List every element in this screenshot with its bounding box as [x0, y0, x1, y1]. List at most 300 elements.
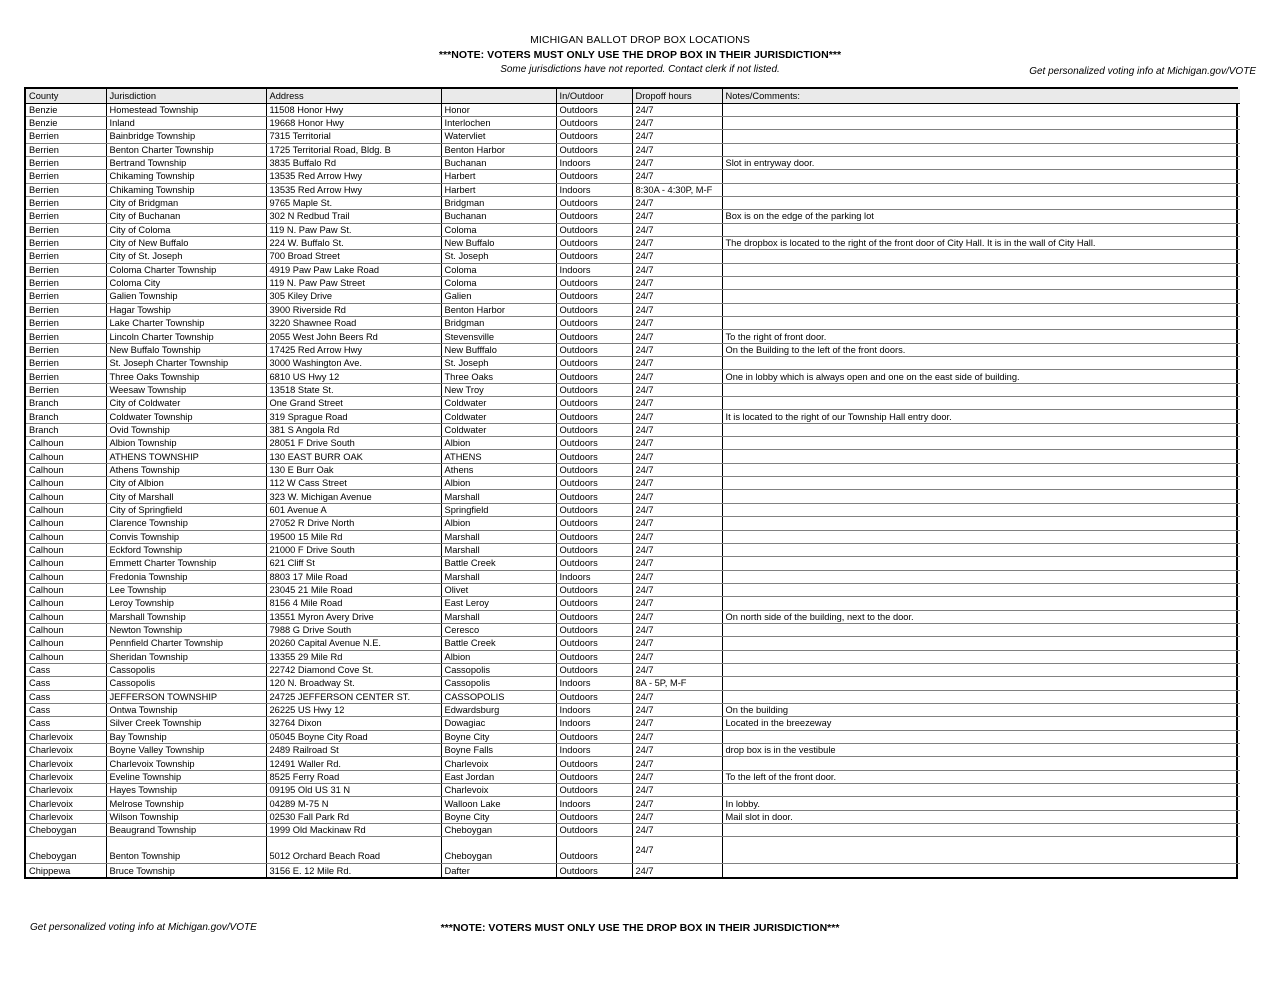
cell-notes	[722, 690, 1240, 703]
cell-jurisdiction: Bainbridge Township	[106, 130, 266, 143]
cell-notes: Located in the breezeway	[722, 717, 1240, 730]
table-row	[26, 330, 1240, 343]
cell-city: Charlevoix	[441, 784, 556, 797]
cell-city: St. Joseph	[441, 357, 556, 370]
cell-address: 2055 West John Beers Rd	[266, 330, 441, 343]
cell-city: Coloma	[441, 263, 556, 276]
cell-city: Boyne City	[441, 730, 556, 743]
cell-notes: On the building	[722, 703, 1240, 716]
table-row	[26, 703, 1240, 716]
cell-jurisdiction: Cassopolis	[106, 677, 266, 690]
cell-city: Bridgman	[441, 196, 556, 209]
cell-notes	[722, 103, 1240, 116]
table-row	[26, 490, 1240, 503]
cell-dropoff-hours: 24/7	[632, 263, 722, 276]
cell-dropoff-hours: 24/7	[632, 463, 722, 476]
cell-dropoff-hours: 24/7	[632, 543, 722, 556]
table-row	[26, 570, 1240, 583]
cell-in-outdoor: Outdoors	[556, 196, 632, 209]
cell-jurisdiction: Bruce Township	[106, 864, 266, 877]
cell-address: 7988 G Drive South	[266, 623, 441, 636]
cell-notes	[722, 490, 1240, 503]
cell-county: Calhoun	[26, 637, 106, 650]
cell-dropoff-hours: 24/7	[632, 236, 722, 249]
cell-county: Cass	[26, 677, 106, 690]
cell-in-outdoor: Outdoors	[556, 637, 632, 650]
cell-address: 1999 Old Mackinaw Rd	[266, 824, 441, 837]
cell-notes: Slot in entryway door.	[722, 156, 1240, 169]
cell-address: 12491 Waller Rd.	[266, 757, 441, 770]
cell-notes	[722, 530, 1240, 543]
cell-city: Boyne City	[441, 810, 556, 823]
table-row	[26, 797, 1240, 810]
cell-city: Albion	[441, 650, 556, 663]
cell-county: Calhoun	[26, 503, 106, 516]
table-row	[26, 583, 1240, 596]
cell-address: 130 E Burr Oak	[266, 463, 441, 476]
cell-city: Marshall	[441, 570, 556, 583]
cell-notes	[722, 597, 1240, 610]
column-header-in-outdoor: In/Outdoor	[556, 89, 632, 103]
cell-notes	[722, 383, 1240, 396]
cell-dropoff-hours: 24/7	[632, 810, 722, 823]
table-row	[26, 290, 1240, 303]
cell-address: 120 N. Broadway St.	[266, 677, 441, 690]
cell-dropoff-hours: 24/7	[632, 623, 722, 636]
cell-county: Berrien	[26, 383, 106, 396]
cell-notes	[722, 864, 1240, 877]
cell-address: 32764 Dixon	[266, 717, 441, 730]
cell-city: St. Joseph	[441, 250, 556, 263]
cell-dropoff-hours: 24/7	[632, 143, 722, 156]
cell-dropoff-hours: 24/7	[632, 744, 722, 757]
cell-jurisdiction: Lake Charter Township	[106, 317, 266, 330]
table-row	[26, 637, 1240, 650]
cell-city: CASSOPOLIS	[441, 690, 556, 703]
cell-county: Calhoun	[26, 450, 106, 463]
cell-jurisdiction: City of Bridgman	[106, 196, 266, 209]
cell-county: Charlevoix	[26, 730, 106, 743]
document-subtitle: Some jurisdictions have not reported. Contact clerk if not listed.	[500, 64, 780, 75]
cell-notes	[722, 423, 1240, 436]
cell-jurisdiction: Silver Creek Township	[106, 717, 266, 730]
cell-address: 112 W Cass Street	[266, 477, 441, 490]
cell-notes	[722, 730, 1240, 743]
cell-city: Three Oaks	[441, 370, 556, 383]
cell-jurisdiction: City of St. Joseph	[106, 250, 266, 263]
cell-in-outdoor: Outdoors	[556, 250, 632, 263]
cell-notes	[722, 276, 1240, 289]
cell-jurisdiction: Chikaming Township	[106, 170, 266, 183]
cell-dropoff-hours: 24/7	[632, 317, 722, 330]
cell-city: Albion	[441, 477, 556, 490]
cell-notes	[722, 196, 1240, 209]
cell-in-outdoor: Outdoors	[556, 210, 632, 223]
cell-address: 1725 Territorial Road, Bldg. B	[266, 143, 441, 156]
table-row	[26, 410, 1240, 423]
cell-city: Benton Harbor	[441, 303, 556, 316]
cell-dropoff-hours: 24/7	[632, 250, 722, 263]
cell-dropoff-hours: 24/7	[632, 650, 722, 663]
table-row	[26, 757, 1240, 770]
cell-notes: In lobby.	[722, 797, 1240, 810]
cell-jurisdiction: Ontwa Township	[106, 703, 266, 716]
cell-dropoff-hours: 24/7	[632, 610, 722, 623]
cell-notes	[722, 650, 1240, 663]
table-row	[26, 317, 1240, 330]
cell-dropoff-hours: 24/7	[632, 824, 722, 837]
cell-county: Calhoun	[26, 557, 106, 570]
cell-in-outdoor: Outdoors	[556, 597, 632, 610]
table-header	[26, 89, 1240, 103]
table-row	[26, 824, 1240, 837]
table-row	[26, 864, 1240, 877]
cell-address: 9765 Maple St.	[266, 196, 441, 209]
cell-notes	[722, 290, 1240, 303]
cell-notes	[722, 477, 1240, 490]
table-row	[26, 730, 1240, 743]
cell-jurisdiction: Three Oaks Township	[106, 370, 266, 383]
cell-in-outdoor: Outdoors	[556, 543, 632, 556]
cell-city: East Jordan	[441, 770, 556, 783]
cell-dropoff-hours: 24/7	[632, 637, 722, 650]
cell-notes: The dropbox is located to the right of the front door of City Hall. It is in the wall of City Hall.	[722, 236, 1240, 249]
cell-in-outdoor: Outdoors	[556, 490, 632, 503]
cell-in-outdoor: Indoors	[556, 156, 632, 169]
cell-county: Benzie	[26, 116, 106, 129]
cell-city: Springfield	[441, 503, 556, 516]
cell-city: Marshall	[441, 490, 556, 503]
column-header-address: Address	[266, 89, 441, 103]
cell-address: 24725 JEFFERSON CENTER ST.	[266, 690, 441, 703]
cell-notes	[722, 143, 1240, 156]
cell-dropoff-hours: 24/7	[632, 864, 722, 877]
cell-in-outdoor: Outdoors	[556, 450, 632, 463]
table-row	[26, 170, 1240, 183]
cell-dropoff-hours: 24/7	[632, 276, 722, 289]
cell-address: 02530 Fall Park Rd	[266, 810, 441, 823]
cell-county: Chippewa	[26, 864, 106, 877]
cell-in-outdoor: Outdoors	[556, 810, 632, 823]
table-row	[26, 623, 1240, 636]
cell-dropoff-hours: 24/7	[632, 370, 722, 383]
cell-in-outdoor: Indoors	[556, 570, 632, 583]
table-row	[26, 717, 1240, 730]
cell-city: Edwardsburg	[441, 703, 556, 716]
table-row	[26, 103, 1240, 116]
cell-notes	[722, 784, 1240, 797]
cell-address: 3000 Washington Ave.	[266, 357, 441, 370]
cell-dropoff-hours: 24/7	[632, 196, 722, 209]
table-row	[26, 450, 1240, 463]
cell-jurisdiction: Chikaming Township	[106, 183, 266, 196]
cell-county: Berrien	[26, 357, 106, 370]
cell-address: 19500 15 Mile Rd	[266, 530, 441, 543]
cell-address: 22742 Diamond Cove St.	[266, 663, 441, 676]
header-personalized-voting-info: Get personalized voting info at Michigan.gov/VOTE	[1029, 66, 1256, 77]
table-row	[26, 784, 1240, 797]
table-body	[26, 103, 1240, 877]
cell-county: Berrien	[26, 143, 106, 156]
cell-jurisdiction: Clarence Township	[106, 517, 266, 530]
cell-in-outdoor: Outdoors	[556, 824, 632, 837]
cell-in-outdoor: Outdoors	[556, 130, 632, 143]
cell-city: Boyne Falls	[441, 744, 556, 757]
cell-in-outdoor: Outdoors	[556, 650, 632, 663]
cell-city: Marshall	[441, 543, 556, 556]
cell-in-outdoor: Outdoors	[556, 410, 632, 423]
cell-address: 26225 US Hwy 12	[266, 703, 441, 716]
cell-county: Charlevoix	[26, 757, 106, 770]
table-row	[26, 303, 1240, 316]
cell-address: 700 Broad Street	[266, 250, 441, 263]
cell-in-outdoor: Outdoors	[556, 864, 632, 877]
cell-notes	[722, 517, 1240, 530]
cell-jurisdiction: New Buffalo Township	[106, 343, 266, 356]
cell-county: Calhoun	[26, 437, 106, 450]
table-row	[26, 210, 1240, 223]
cell-city: Cheboygan	[441, 837, 556, 864]
cell-in-outdoor: Outdoors	[556, 583, 632, 596]
table-row	[26, 397, 1240, 410]
table-row	[26, 236, 1240, 249]
cell-city: Walloon Lake	[441, 797, 556, 810]
cell-in-outdoor: Outdoors	[556, 236, 632, 249]
cell-jurisdiction: Fredonia Township	[106, 570, 266, 583]
footer-personalized-voting-info: Get personalized voting info at Michigan.gov/VOTE	[30, 922, 257, 933]
column-header-jurisdiction: Jurisdiction	[106, 89, 266, 103]
cell-address: 4919 Paw Paw Lake Road	[266, 263, 441, 276]
cell-in-outdoor: Outdoors	[556, 503, 632, 516]
cell-county: Cheboygan	[26, 824, 106, 837]
cell-notes	[722, 130, 1240, 143]
cell-notes	[722, 757, 1240, 770]
table-row	[26, 343, 1240, 356]
cell-address: 8156 4 Mile Road	[266, 597, 441, 610]
cell-jurisdiction: Boyne Valley Township	[106, 744, 266, 757]
cell-jurisdiction: Athens Township	[106, 463, 266, 476]
cell-jurisdiction: City of Marshall	[106, 490, 266, 503]
cell-in-outdoor: Outdoors	[556, 370, 632, 383]
cell-address: 13551 Myron Avery Drive	[266, 610, 441, 623]
cell-in-outdoor: Indoors	[556, 677, 632, 690]
cell-notes: To the right of front door.	[722, 330, 1240, 343]
cell-county: Calhoun	[26, 610, 106, 623]
cell-notes: On the Building to the left of the front doors.	[722, 343, 1240, 356]
cell-dropoff-hours: 24/7	[632, 290, 722, 303]
cell-county: Calhoun	[26, 463, 106, 476]
cell-city: Buchanan	[441, 210, 556, 223]
table-row	[26, 276, 1240, 289]
cell-in-outdoor: Outdoors	[556, 730, 632, 743]
cell-notes	[722, 570, 1240, 583]
cell-city: Harbert	[441, 183, 556, 196]
cell-county: Berrien	[26, 210, 106, 223]
cell-address: 23045 21 Mile Road	[266, 583, 441, 596]
cell-city: Albion	[441, 437, 556, 450]
cell-jurisdiction: Eveline Township	[106, 770, 266, 783]
cell-notes	[722, 463, 1240, 476]
cell-county: Berrien	[26, 330, 106, 343]
cell-address: 323 W. Michigan Avenue	[266, 490, 441, 503]
cell-county: Berrien	[26, 370, 106, 383]
cell-in-outdoor: Outdoors	[556, 330, 632, 343]
cell-city: Cassopolis	[441, 663, 556, 676]
table-row	[26, 837, 1240, 864]
cell-county: Berrien	[26, 170, 106, 183]
table-row	[26, 744, 1240, 757]
cell-jurisdiction: Homestead Township	[106, 103, 266, 116]
cell-county: Berrien	[26, 223, 106, 236]
cell-county: Berrien	[26, 303, 106, 316]
cell-dropoff-hours: 24/7	[632, 303, 722, 316]
cell-dropoff-hours: 24/7	[632, 837, 722, 864]
cell-notes	[722, 357, 1240, 370]
cell-address: 8803 17 Mile Road	[266, 570, 441, 583]
column-header-county: County	[26, 89, 106, 103]
cell-in-outdoor: Indoors	[556, 797, 632, 810]
cell-in-outdoor: Outdoors	[556, 557, 632, 570]
cell-city: Battle Creek	[441, 557, 556, 570]
table-row	[26, 477, 1240, 490]
cell-address: 20260 Capital Avenue N.E.	[266, 637, 441, 650]
table-row	[26, 196, 1240, 209]
cell-jurisdiction: JEFFERSON TOWNSHIP	[106, 690, 266, 703]
document-title: MICHIGAN BALLOT DROP BOX LOCATIONS	[530, 34, 750, 46]
cell-jurisdiction: City of Coldwater	[106, 397, 266, 410]
cell-in-outdoor: Outdoors	[556, 770, 632, 783]
cell-county: Charlevoix	[26, 797, 106, 810]
cell-city: Coloma	[441, 276, 556, 289]
cell-county: Cass	[26, 703, 106, 716]
cell-address: 17425 Red Arrow Hwy	[266, 343, 441, 356]
cell-city: Bridgman	[441, 317, 556, 330]
cell-jurisdiction: Charlevoix Township	[106, 757, 266, 770]
cell-notes: One in lobby which is always open and one on the east side of building.	[722, 370, 1240, 383]
cell-notes	[722, 317, 1240, 330]
cell-county: Berrien	[26, 343, 106, 356]
cell-county: Calhoun	[26, 570, 106, 583]
cell-city: Dafter	[441, 864, 556, 877]
cell-county: Calhoun	[26, 597, 106, 610]
cell-county: Berrien	[26, 290, 106, 303]
cell-address: 13535 Red Arrow Hwy	[266, 170, 441, 183]
cell-address: 21000 F Drive South	[266, 543, 441, 556]
table-row	[26, 116, 1240, 129]
cell-dropoff-hours: 24/7	[632, 797, 722, 810]
cell-notes	[722, 663, 1240, 676]
cell-notes	[722, 837, 1240, 864]
cell-city: Coldwater	[441, 397, 556, 410]
cell-dropoff-hours: 24/7	[632, 170, 722, 183]
cell-city: Dowagiac	[441, 717, 556, 730]
cell-dropoff-hours: 24/7	[632, 397, 722, 410]
cell-dropoff-hours: 24/7	[632, 503, 722, 516]
cell-notes	[722, 450, 1240, 463]
cell-county: Calhoun	[26, 623, 106, 636]
cell-dropoff-hours: 24/7	[632, 477, 722, 490]
cell-county: Cass	[26, 717, 106, 730]
cell-county: Calhoun	[26, 543, 106, 556]
table-row	[26, 383, 1240, 396]
cell-city: Coldwater	[441, 423, 556, 436]
cell-notes: Mail slot in door.	[722, 810, 1240, 823]
cell-notes	[722, 303, 1240, 316]
table-row	[26, 663, 1240, 676]
cell-address: 5012 Orchard Beach Road	[266, 837, 441, 864]
cell-in-outdoor: Outdoors	[556, 517, 632, 530]
cell-city: Coloma	[441, 223, 556, 236]
cell-jurisdiction: Galien Township	[106, 290, 266, 303]
cell-in-outdoor: Outdoors	[556, 663, 632, 676]
cell-notes: Box is on the edge of the parking lot	[722, 210, 1240, 223]
cell-jurisdiction: St. Joseph Charter Township	[106, 357, 266, 370]
cell-jurisdiction: Marshall Township	[106, 610, 266, 623]
cell-in-outdoor: Outdoors	[556, 837, 632, 864]
table-row	[26, 517, 1240, 530]
cell-county: Calhoun	[26, 650, 106, 663]
cell-notes	[722, 437, 1240, 450]
cell-address: 6810 US Hwy 12	[266, 370, 441, 383]
cell-address: 3835 Buffalo Rd	[266, 156, 441, 169]
cell-jurisdiction: Hagar Towship	[106, 303, 266, 316]
cell-address: 3900 Riverside Rd	[266, 303, 441, 316]
cell-jurisdiction: ATHENS TOWNSHIP	[106, 450, 266, 463]
cell-in-outdoor: Outdoors	[556, 784, 632, 797]
cell-address: 8525 Ferry Road	[266, 770, 441, 783]
cell-in-outdoor: Outdoors	[556, 303, 632, 316]
cell-dropoff-hours: 24/7	[632, 557, 722, 570]
cell-county: Charlevoix	[26, 784, 106, 797]
cell-county: Cass	[26, 690, 106, 703]
cell-jurisdiction: Leroy Township	[106, 597, 266, 610]
cell-dropoff-hours: 24/7	[632, 410, 722, 423]
cell-jurisdiction: City of Coloma	[106, 223, 266, 236]
table-row	[26, 223, 1240, 236]
cell-in-outdoor: Indoors	[556, 703, 632, 716]
cell-jurisdiction: Emmett Charter Township	[106, 557, 266, 570]
cell-jurisdiction: Eckford Township	[106, 543, 266, 556]
cell-city: Benton Harbor	[441, 143, 556, 156]
cell-dropoff-hours: 24/7	[632, 717, 722, 730]
cell-dropoff-hours: 24/7	[632, 663, 722, 676]
table-row	[26, 463, 1240, 476]
cell-in-outdoor: Outdoors	[556, 143, 632, 156]
cell-in-outdoor: Outdoors	[556, 116, 632, 129]
cell-in-outdoor: Outdoors	[556, 343, 632, 356]
cell-notes	[722, 170, 1240, 183]
cell-county: Calhoun	[26, 530, 106, 543]
cell-city: New Buffalo	[441, 236, 556, 249]
footer-jurisdiction-warning-note: ***NOTE: VOTERS MUST ONLY USE THE DROP BOX IN THEIR JURISDICTION***	[440, 922, 840, 934]
cell-address: 04289 M-75 N	[266, 797, 441, 810]
cell-county: Benzie	[26, 103, 106, 116]
cell-jurisdiction: Cassopolis	[106, 663, 266, 676]
cell-address: 7315 Territorial	[266, 130, 441, 143]
cell-city: Charlevoix	[441, 757, 556, 770]
cell-city: Albion	[441, 517, 556, 530]
cell-county: Berrien	[26, 196, 106, 209]
cell-city: Cheboygan	[441, 824, 556, 837]
cell-dropoff-hours: 24/7	[632, 757, 722, 770]
cell-notes	[722, 637, 1240, 650]
cell-address: 119 N. Paw Paw Street	[266, 276, 441, 289]
cell-notes: drop box is in the vestibule	[722, 744, 1240, 757]
cell-dropoff-hours: 24/7	[632, 530, 722, 543]
cell-address: 13535 Red Arrow Hwy	[266, 183, 441, 196]
cell-dropoff-hours: 24/7	[632, 597, 722, 610]
cell-address: 224 W. Buffalo St.	[266, 236, 441, 249]
